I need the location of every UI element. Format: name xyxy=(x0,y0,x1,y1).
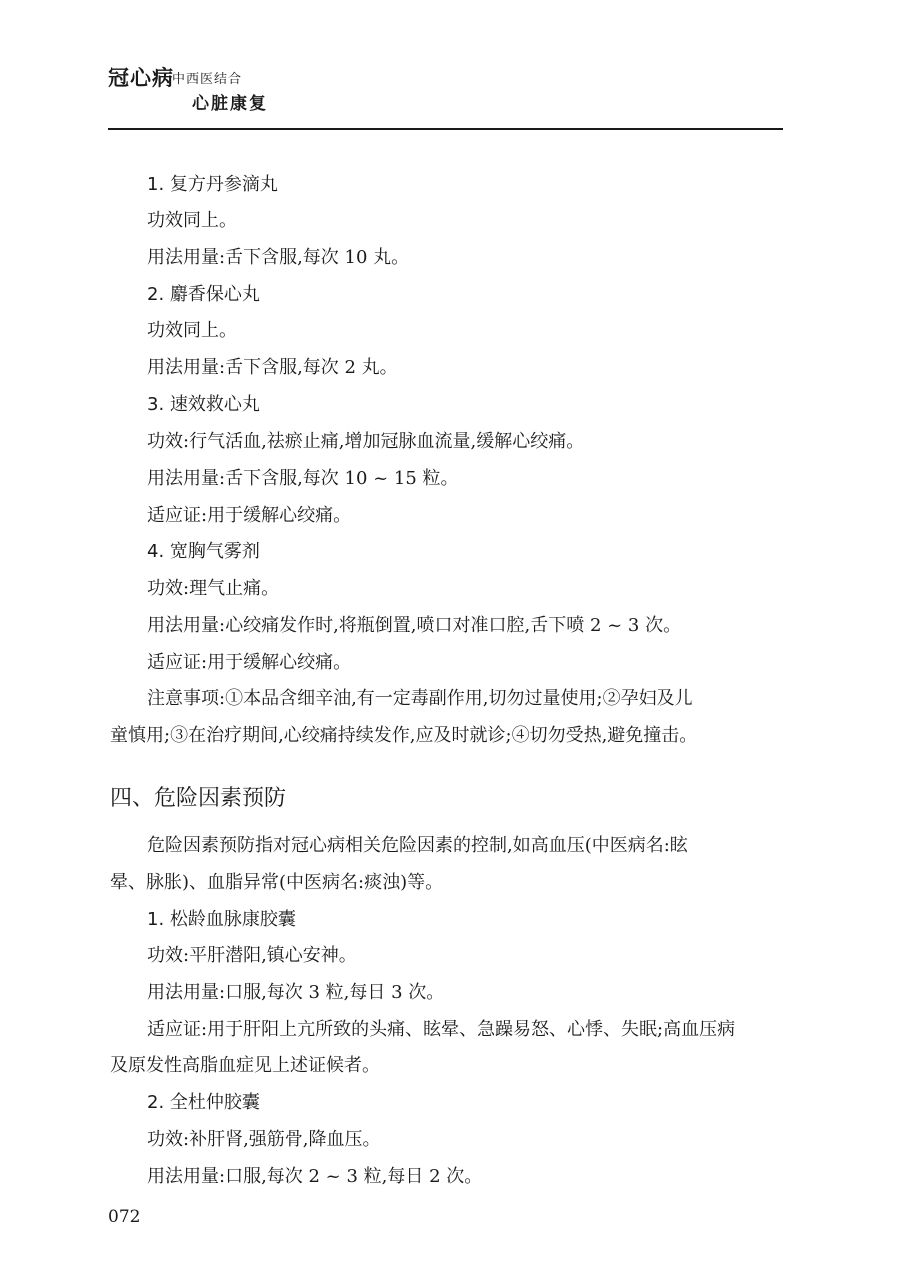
book-subtitle: 中西医结合 xyxy=(172,72,243,87)
page-number: 072 xyxy=(108,1207,141,1227)
item-heading: 1. 松龄血脉康胶囊 xyxy=(147,909,296,930)
text-line: 注意事项:①本品含细辛油,有一定毒副作用,切勿过量使用;②孕妇及儿 xyxy=(147,688,693,709)
text-line: 童慎用;③在治疗期间,心绞痛持续发作,应及时就诊;④切勿受热,避免撞击。 xyxy=(110,725,698,746)
text-line: 适应证:用于缓解心绞痛。 xyxy=(147,652,352,673)
book-title: 冠心病 xyxy=(108,66,174,90)
item-heading: 2. 麝香保心丸 xyxy=(147,284,260,305)
text-line: 用法用量:口服,每次 2 ~ 3 粒,每日 2 次。 xyxy=(147,1166,483,1187)
text-line: 功效同上。 xyxy=(147,320,237,341)
text-line: 危险因素预防指对冠心病相关危险因素的控制,如高血压(中医病名:眩 xyxy=(147,835,688,856)
book-subtitle-2: 心脏康复 xyxy=(192,94,268,114)
text-line: 及原发性高脂血症见上述证候者。 xyxy=(110,1055,380,1076)
header-rule xyxy=(108,128,783,130)
text-line: 用法用量:舌下含服,每次 10 ~ 15 粒。 xyxy=(147,468,459,489)
text-line: 用法用量:心绞痛发作时,将瓶倒置,喷口对准口腔,舌下喷 2 ~ 3 次。 xyxy=(147,615,682,636)
item-heading: 4. 宽胸气雾剂 xyxy=(147,541,260,562)
item-heading: 3. 速效救心丸 xyxy=(147,394,260,415)
text-line: 适应证:用于肝阳上亢所致的头痛、眩晕、急躁易怒、心悸、失眠;高血压病 xyxy=(147,1019,736,1040)
text-line: 功效:理气止痛。 xyxy=(147,578,280,599)
text-line: 功效同上。 xyxy=(147,210,237,231)
text-line: 用法用量:舌下含服,每次 2 丸。 xyxy=(147,357,398,378)
text-line: 用法用量:口服,每次 3 粒,每日 3 次。 xyxy=(147,982,445,1003)
text-line: 功效:补肝肾,强筋骨,降血压。 xyxy=(147,1129,381,1150)
item-heading: 1. 复方丹参滴丸 xyxy=(147,174,278,195)
text-line: 功效:平肝潜阳,镇心安神。 xyxy=(147,945,357,966)
section-heading: 四、危险因素预防 xyxy=(110,786,287,811)
text-line: 用法用量:舌下含服,每次 10 丸。 xyxy=(147,247,410,268)
text-line: 适应证:用于缓解心绞痛。 xyxy=(147,505,352,526)
text-line: 晕、脉胀)、血脂异常(中医病名:痰浊)等。 xyxy=(110,872,444,893)
running-header xyxy=(108,62,783,132)
text-line: 功效:行气活血,祛瘀止痛,增加冠脉血流量,缓解心绞痛。 xyxy=(147,431,585,452)
item-heading: 2. 全杜仲胶囊 xyxy=(147,1092,260,1113)
